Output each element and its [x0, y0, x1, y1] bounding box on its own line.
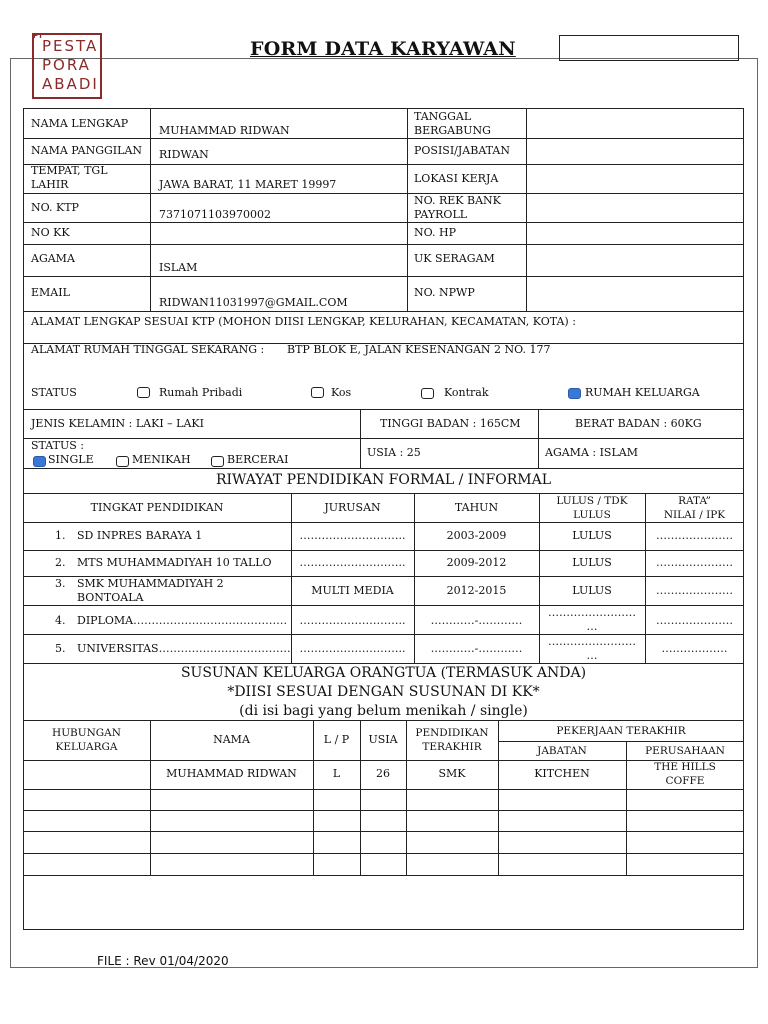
family-row-perusahaan-2[interactable]: COFFE — [665, 775, 705, 787]
file-revision: FILE : Rev 01/04/2020 — [97, 954, 229, 968]
header-jabatan: JABATAN — [537, 745, 587, 757]
checkbox-rumah-keluarga[interactable] — [568, 388, 581, 399]
edu-row-lulus[interactable]: LULUS — [572, 556, 612, 569]
edu-row-lulus-2[interactable]: … — [586, 649, 598, 662]
edu-row-tingkat[interactable]: UNIVERSITAS……………………………… — [77, 642, 291, 655]
form-title: FORM DATA KARYAWAN — [250, 38, 516, 60]
edu-row-tingkat-2[interactable]: BONTOALA — [77, 591, 144, 604]
label-hp: NO. HP — [414, 226, 456, 239]
edu-row-lulus[interactable]: LULUS — [572, 529, 612, 542]
value-ttl[interactable]: JAWA BARAT, 11 MARET 19997 — [159, 178, 337, 191]
header-rata: RATA” — [678, 495, 711, 507]
label-lokasi: LOKASI KERJA — [414, 172, 499, 185]
header-pendidikan-2: TERAKHIR — [422, 741, 482, 753]
family-row-nama[interactable]: MUHAMMAD RIDWAN — [166, 767, 297, 780]
value-alamat-rumah[interactable]: BTP BLOK E, JALAN KESENANGAN 2 NO. 177 — [287, 343, 551, 356]
edu-row-tahun[interactable]: …………-………… — [430, 642, 523, 655]
family-row-pendidikan[interactable]: SMK — [438, 767, 466, 780]
label-ttl: TEMPAT, TGL — [31, 164, 108, 177]
header-lp: L / P — [323, 733, 350, 746]
option-kontrak: Kontrak — [444, 386, 489, 399]
family-row-lp[interactable]: L — [332, 767, 341, 780]
option-bercerai: BERCERAI — [227, 453, 289, 466]
family-row-usia[interactable]: 26 — [376, 767, 390, 780]
family-subtitle: *DIISI SESUAI DENGAN SUSUNAN DI KK* — [227, 684, 540, 700]
edu-row-jurusan[interactable]: ……………………….. — [299, 556, 406, 569]
edu-row-number: 3. — [55, 577, 66, 590]
checkbox-kontrak[interactable] — [421, 388, 434, 399]
edu-row-number: 4. — [55, 614, 66, 627]
header-perusahaan: PERUSAHAAN — [645, 745, 725, 757]
checkbox-menikah[interactable] — [116, 456, 129, 467]
header-usia: USIA — [368, 733, 398, 746]
edu-row-nilai[interactable]: ………………… — [656, 584, 733, 597]
edu-row-lulus[interactable]: LULUS — [572, 584, 612, 597]
value-nama-panggilan[interactable]: RIDWAN — [159, 148, 209, 161]
option-rumah-pribadi: Rumah Pribadi — [159, 386, 243, 399]
checkbox-bercerai[interactable] — [211, 456, 224, 467]
checkbox-rumah-pribadi[interactable] — [137, 387, 150, 398]
edu-row-nilai[interactable]: ……………… — [661, 642, 728, 655]
header-pekerjaan: PEKERJAAN TERAKHIR — [556, 725, 686, 737]
option-single: SINGLE — [48, 453, 94, 466]
label-status-nikah: STATUS : — [31, 439, 84, 452]
option-rumah-keluarga: RUMAH KELUARGA — [585, 386, 700, 399]
family-row-perusahaan[interactable]: THE HILLS — [654, 761, 716, 773]
agama-summary: AGAMA : ISLAM — [545, 446, 638, 459]
edu-row-jurusan[interactable]: ……………………….. — [299, 529, 406, 542]
usia: USIA : 25 — [367, 446, 421, 459]
edu-row-number: 1. — [55, 529, 66, 542]
header-nama: NAMA — [213, 733, 250, 746]
label-alamat-ktp: ALAMAT LENGKAP SESUAI KTP (MOHON DIISI LENGKAP, KELURAHAN, KECAMATAN, KOTA) : — [31, 315, 576, 328]
edu-row-tingkat[interactable]: SD INPRES BARAYA 1 — [77, 529, 203, 542]
value-email[interactable]: RIDWAN11031997@GMAIL.COM — [159, 296, 348, 309]
family-note: (di isi bagi yang belum menikah / single) — [239, 703, 528, 719]
label-rek: NO. REK BANK — [414, 194, 501, 207]
value-ktp[interactable]: 7371071103970002 — [159, 208, 271, 221]
label-kk: NO KK — [31, 226, 70, 239]
edu-row-lulus-2[interactable]: … — [586, 620, 598, 633]
label-ttl-2: LAHIR — [31, 178, 69, 191]
header-jurusan: JURUSAN — [324, 501, 381, 514]
edu-row-lulus[interactable]: …………………… — [548, 635, 636, 648]
header-lulus: LULUS / TDK — [556, 495, 628, 507]
option-kos: Kos — [331, 386, 352, 399]
checkbox-single[interactable] — [33, 456, 46, 467]
edu-row-nilai[interactable]: ………………… — [656, 614, 733, 627]
label-tanggal-bergabung: TANGGAL — [414, 110, 472, 123]
option-menikah: MENIKAH — [132, 453, 191, 466]
header-tingkat: TINGKAT PENDIDIKAN — [90, 501, 224, 514]
value-agama[interactable]: ISLAM — [159, 261, 198, 274]
label-agama: AGAMA — [31, 252, 75, 265]
header-tahun: TAHUN — [454, 501, 499, 514]
edu-row-tahun[interactable]: 2012-2015 — [446, 584, 507, 597]
jenis-kelamin: JENIS KELAMIN : LAKI – LAKI — [31, 417, 204, 430]
edu-row-lulus[interactable]: …………………… — [548, 606, 636, 619]
form-number-box[interactable] — [559, 35, 739, 61]
header-lulus-2: LULUS — [573, 509, 611, 521]
label-status-rumah: STATUS — [31, 386, 77, 399]
family-row-jabatan[interactable]: KITCHEN — [534, 767, 590, 780]
edu-row-number: 5. — [55, 642, 66, 655]
header-rata-2: NILAI / IPK — [663, 509, 726, 521]
label-nama-lengkap: NAMA LENGKAP — [31, 117, 129, 130]
edu-row-nilai[interactable]: ………………… — [656, 529, 733, 542]
value-nama-lengkap[interactable]: MUHAMMAD RIDWAN — [159, 124, 290, 137]
header-pendidikan: PENDIDIKAN — [415, 727, 489, 739]
header-hubungan: HUBUNGAN — [52, 727, 121, 739]
edu-row-nilai[interactable]: ………………… — [656, 556, 733, 569]
edu-row-number: 2. — [55, 556, 66, 569]
edu-row-jurusan[interactable]: ……………………….. — [299, 614, 406, 627]
family-title: SUSUNAN KELUARGA ORANGTUA (TERMASUK ANDA) — [180, 665, 587, 681]
label-ktp: NO. KTP — [31, 201, 79, 214]
edu-row-tahun[interactable]: 2009-2012 — [446, 556, 507, 569]
education-title: RIWAYAT PENDIDIKAN FORMAL / INFORMAL — [215, 472, 552, 488]
edu-row-tahun[interactable]: 2003-2009 — [446, 529, 507, 542]
edu-row-tingkat[interactable]: MTS MUHAMMADIYAH 10 TALLO — [77, 556, 272, 569]
label-posisi: POSISI/JABATAN — [414, 144, 510, 157]
edu-row-tahun[interactable]: …………-………… — [430, 614, 523, 627]
edu-row-jurusan[interactable]: MULTI MEDIA — [311, 584, 394, 597]
label-email: EMAIL — [31, 286, 70, 299]
label-rek-2: PAYROLL — [414, 208, 468, 221]
label-seragam: UK SERAGAM — [414, 252, 495, 265]
label-tanggal-bergabung-2: BERGABUNG — [414, 124, 491, 137]
tinggi-badan: TINGGI BADAN : 165CM — [380, 417, 521, 430]
checkbox-kos[interactable] — [311, 387, 324, 398]
header-hubungan-2: KELUARGA — [55, 741, 118, 753]
company-logo: PT PESTA PORA ABADI — [32, 33, 102, 99]
label-npwp: NO. NPWP — [414, 286, 475, 299]
label-nama-panggilan: NAMA PANGGILAN — [31, 144, 143, 157]
edu-row-tingkat[interactable]: SMK MUHAMMADIYAH 2 — [77, 577, 224, 590]
edu-row-tingkat[interactable]: DIPLOMA…………………………………… — [77, 614, 288, 627]
label-alamat-rumah: ALAMAT RUMAH TINGGAL SEKARANG : — [31, 343, 265, 356]
berat-badan: BERAT BADAN : 60KG — [575, 417, 702, 430]
edu-row-jurusan[interactable]: ……………………….. — [299, 642, 406, 655]
